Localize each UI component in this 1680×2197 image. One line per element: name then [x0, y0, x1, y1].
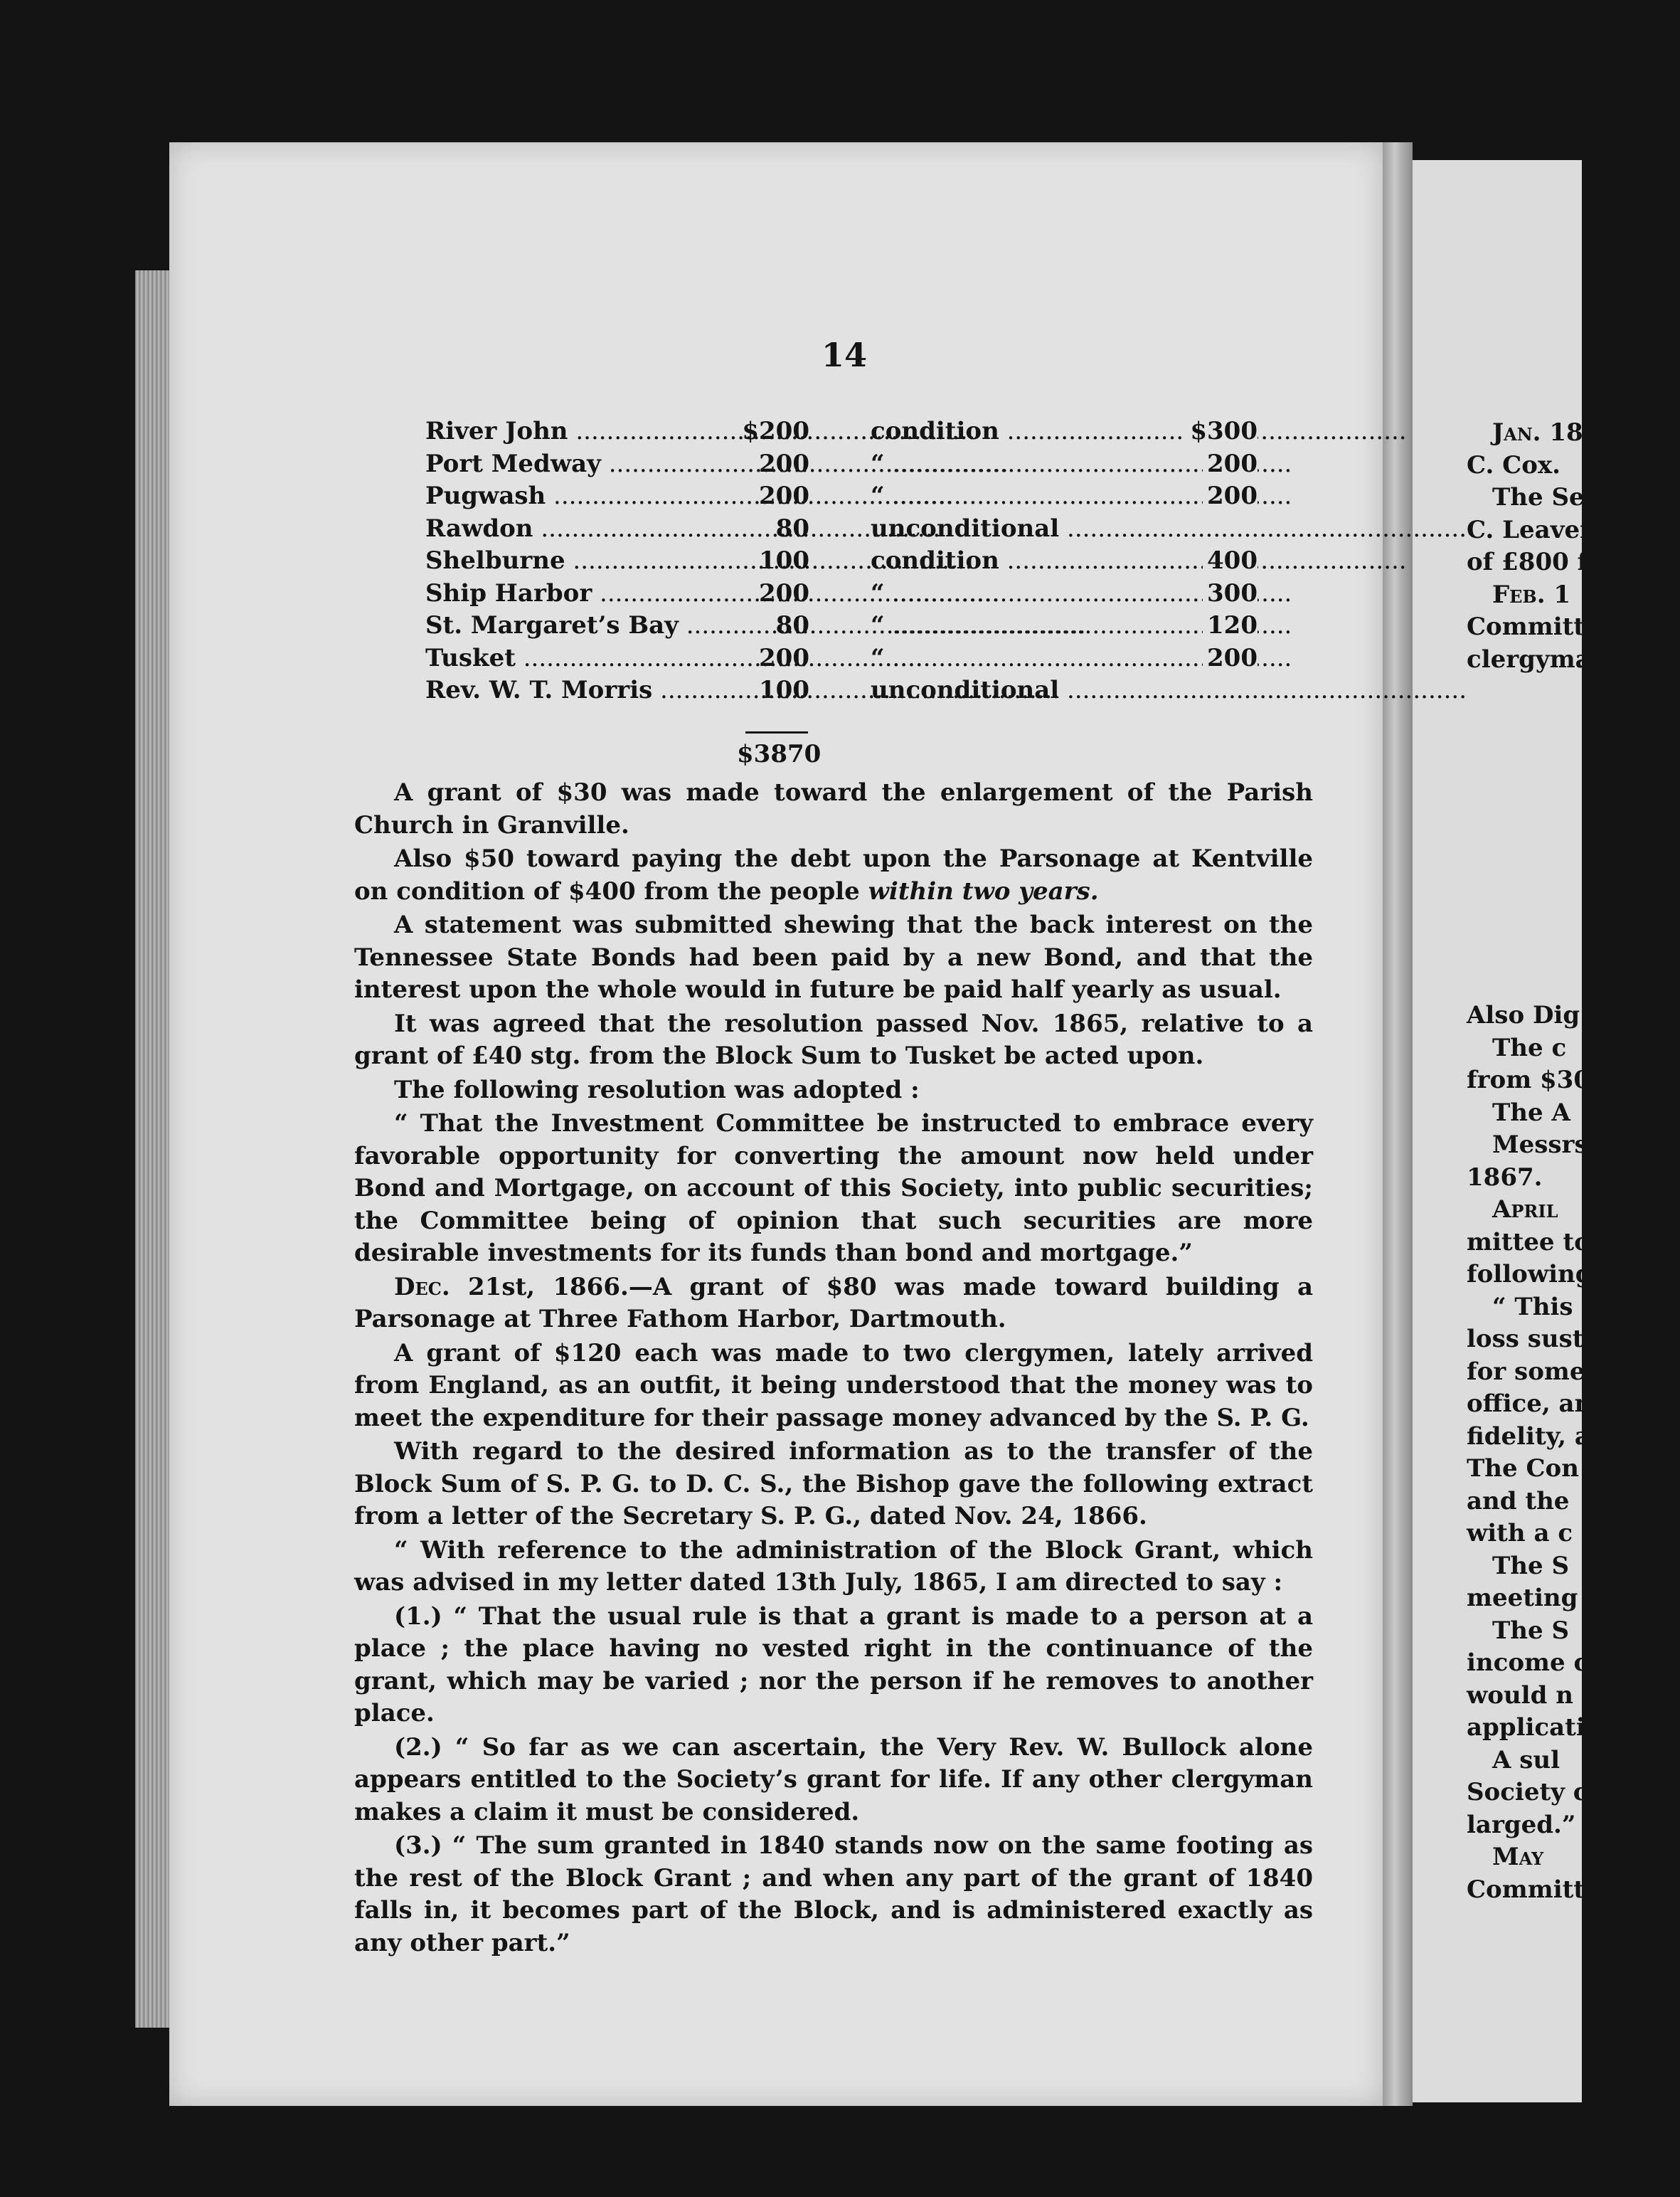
grant-condition-amount: 300 — [1203, 579, 1258, 608]
grants-total: $3870 — [737, 740, 822, 768]
paragraph: With regard to the desired information as to the transfer of the Block Sum of S. P. G. to D. C. S., the Bishop gave the following extract from a letter of the Secretary S. P. G., dated Nov. 24, 1866. — [354, 1437, 1313, 1530]
right-page-line — [1467, 741, 1680, 773]
letter-point: (2.) “ So far as we can ascertain, the Very Rev. W. Bullock alone appears entitled to the Society’s grant for life. If any other clergyman makes a claim it must be considered. — [354, 1732, 1313, 1826]
grant-condition: condition ..... — [871, 417, 1205, 445]
right-page-line: Feb. 1 — [1492, 580, 1571, 609]
grant-place: River John ..... — [425, 417, 745, 445]
grant-condition: “ ..... — [871, 644, 1205, 672]
grant-condition: “ ..... — [871, 450, 1205, 478]
right-page-line: The S — [1492, 1616, 1570, 1645]
resolution-quote: “ That the Investment Committee be instructed to embrace every favorable opportunity for converting the amount now held under Bond and Mortgage, on account of this Society, into public securities; the Committee being of opinion that such securities are more desirable investments for its funds than bond and mortgage.” — [354, 1109, 1313, 1267]
right-page-line: mittee to — [1467, 1227, 1590, 1256]
date-label: Dec. — [394, 1272, 450, 1301]
right-page-line: and the — [1467, 1486, 1570, 1515]
letter-quote: “ With reference to the administration of the Block Grant, which was advised in my letter dated 13th July, 1865, I am directed to say : — [354, 1535, 1313, 1597]
right-page-line — [1467, 773, 1680, 806]
right-page-line: applicati — [1467, 1713, 1585, 1742]
grant-amount: $200 — [742, 417, 809, 445]
grant-condition: “ ..... — [871, 611, 1205, 640]
right-page-line: would n — [1467, 1680, 1573, 1710]
grant-row — [425, 644, 1258, 677]
right-page-line: Society c — [1467, 1778, 1588, 1806]
grant-place: Rev. W. T. Morris ..... — [425, 676, 745, 704]
right-page-line: C. Cox. — [1467, 450, 1561, 480]
right-page-line — [1467, 805, 1680, 838]
right-page-line: larged.” — [1467, 1810, 1576, 1839]
grant-place: Tusket ..... — [425, 644, 745, 672]
right-page-line: Committe — [1467, 613, 1600, 641]
right-page-line: Jan. 18 — [1492, 418, 1583, 447]
right-page-line — [1467, 935, 1680, 968]
grant-condition-amount: 200 — [1203, 482, 1258, 510]
grant-condition: “ ..... — [871, 579, 1205, 608]
right-page-line: May — [1492, 1843, 1544, 1871]
right-page-line: 1867. — [1467, 1163, 1543, 1192]
right-page-line: “ This — [1492, 1292, 1573, 1321]
grant-place: Ship Harbor ..... — [425, 579, 745, 608]
grant-amount: 80 — [775, 514, 809, 543]
right-page-line: for some — [1467, 1357, 1585, 1386]
grant-row — [425, 417, 1258, 450]
grant-amount: 200 — [759, 482, 809, 510]
grant-place: Shelburne ..... — [425, 546, 745, 575]
right-page-line: of £800 f — [1467, 548, 1588, 576]
grant-place: Rawdon ..... — [425, 514, 745, 543]
grant-amount: 200 — [759, 643, 809, 672]
grant-place: St. Margaret’s Bay ..... — [425, 611, 745, 640]
grant-amount: 100 — [759, 676, 809, 704]
right-page-line: income c — [1467, 1648, 1589, 1677]
grant-amount: 100 — [759, 546, 809, 575]
paragraph: It was agreed that the resolution passed Nov. 1865, relative to a grant of £40 stg. from the Block Sum to Tusket be acted upon. — [354, 1009, 1313, 1070]
italic-phrase: within two years. — [868, 877, 1099, 906]
page-number: 14 — [822, 336, 868, 374]
grant-condition: condition ..... — [871, 546, 1205, 575]
paragraph: Also $50 toward paying the debt upon the Parsonage at Kentville on condition of $400 from the people within two years. — [354, 845, 1313, 906]
right-page-line: Committ — [1467, 1875, 1585, 1904]
paragraph: A statement was submitted shewing that the back interest on the Tennessee State Bonds had been paid by a new Bond, and that the interest upon the whole would in future be paid half yearly as usual. — [354, 911, 1313, 1004]
right-page-line: The c — [1492, 1033, 1567, 1062]
grant-row — [425, 676, 1258, 709]
grant-row — [425, 514, 1258, 547]
grant-row — [425, 611, 1258, 644]
grant-amount: 200 — [759, 578, 809, 608]
right-page-line: The Con — [1467, 1454, 1579, 1483]
page-stack-edge — [135, 270, 174, 2028]
grant-amount: 80 — [775, 611, 809, 640]
grant-place: Pugwash ..... — [425, 482, 745, 510]
right-page-line — [1467, 968, 1680, 1000]
right-page-line: with a c — [1467, 1519, 1573, 1547]
paragraph: A grant of $30 was made toward the enlargement of the Parish Church in Granville. — [354, 778, 1313, 840]
grant-place: Port Medway ..... — [425, 450, 745, 478]
right-page-line — [1467, 870, 1680, 903]
right-page-line: Also Dig — [1467, 1001, 1580, 1029]
right-page-line — [1467, 838, 1680, 871]
right-page-line: fidelity, a — [1467, 1422, 1590, 1451]
right-page-line: Messrs — [1492, 1131, 1588, 1159]
right-page-line: office, an — [1467, 1389, 1593, 1418]
grant-condition-amount: 400 — [1203, 546, 1258, 575]
right-page-line — [1467, 903, 1680, 936]
paragraph: A grant of $120 each was made to two clergymen, lately arrived from England, as an outfit, it being understood that the money was to meet the expenditure for their passage money advanced by the S. P. G. — [354, 1338, 1313, 1432]
grant-condition-amount: $300 — [1186, 417, 1258, 445]
paragraph: Dec. 21st, 1866.—A grant of $80 was made toward building a Parsonage at Three Fathom Harbor, Dartmouth. — [354, 1272, 1313, 1333]
grant-condition-amount: 200 — [1203, 644, 1258, 672]
right-page-line — [1467, 676, 1680, 709]
grant-row — [425, 546, 1258, 579]
right-page-line: meeting — [1467, 1584, 1578, 1612]
grant-amount: 200 — [759, 449, 809, 478]
right-page-line: clergyman — [1467, 645, 1609, 674]
letter-point: (1.) “ That the usual rule is that a grant is made to a person at a place ; the place having no vested right in the continuance of the grant, which may be varied ; nor the person if he removes to another place. — [354, 1602, 1313, 1727]
right-page-line: loss sust — [1467, 1325, 1584, 1353]
right-page-line: The S — [1492, 1551, 1570, 1580]
right-page-line: The Se — [1492, 483, 1585, 512]
body-text — [354, 777, 1313, 1961]
grant-condition: unconditional ..... — [871, 676, 1205, 704]
right-page-line: April — [1492, 1195, 1558, 1224]
sum-rule — [745, 731, 808, 734]
grant-condition: “ ..... — [871, 482, 1205, 510]
letter-point: (3.) “ The sum granted in 1840 stands now on the same footing as the rest of the Block Grant ; and when any part of the grant of 1840 falls in, it becomes part of the Block, and is administered exactly as any other part.” — [354, 1831, 1313, 1957]
right-page-line — [1467, 709, 1680, 741]
grant-row — [425, 579, 1258, 612]
grant-condition-amount: 120 — [1203, 611, 1258, 640]
right-page-line: A sul — [1492, 1745, 1560, 1774]
grant-condition: unconditional ..... — [871, 514, 1205, 543]
grant-row — [425, 450, 1258, 482]
grant-condition-amount: 200 — [1203, 450, 1258, 478]
grants-table — [425, 417, 1258, 709]
grant-row — [425, 482, 1258, 514]
right-page-line: C. Leaver — [1467, 515, 1593, 544]
paragraph: The following resolution was adopted : — [394, 1075, 920, 1104]
right-page-line: from $30 — [1467, 1066, 1591, 1094]
right-page-line: The A — [1492, 1098, 1570, 1127]
right-page-line: following — [1467, 1260, 1593, 1288]
right-page-text — [1467, 417, 1680, 1906]
